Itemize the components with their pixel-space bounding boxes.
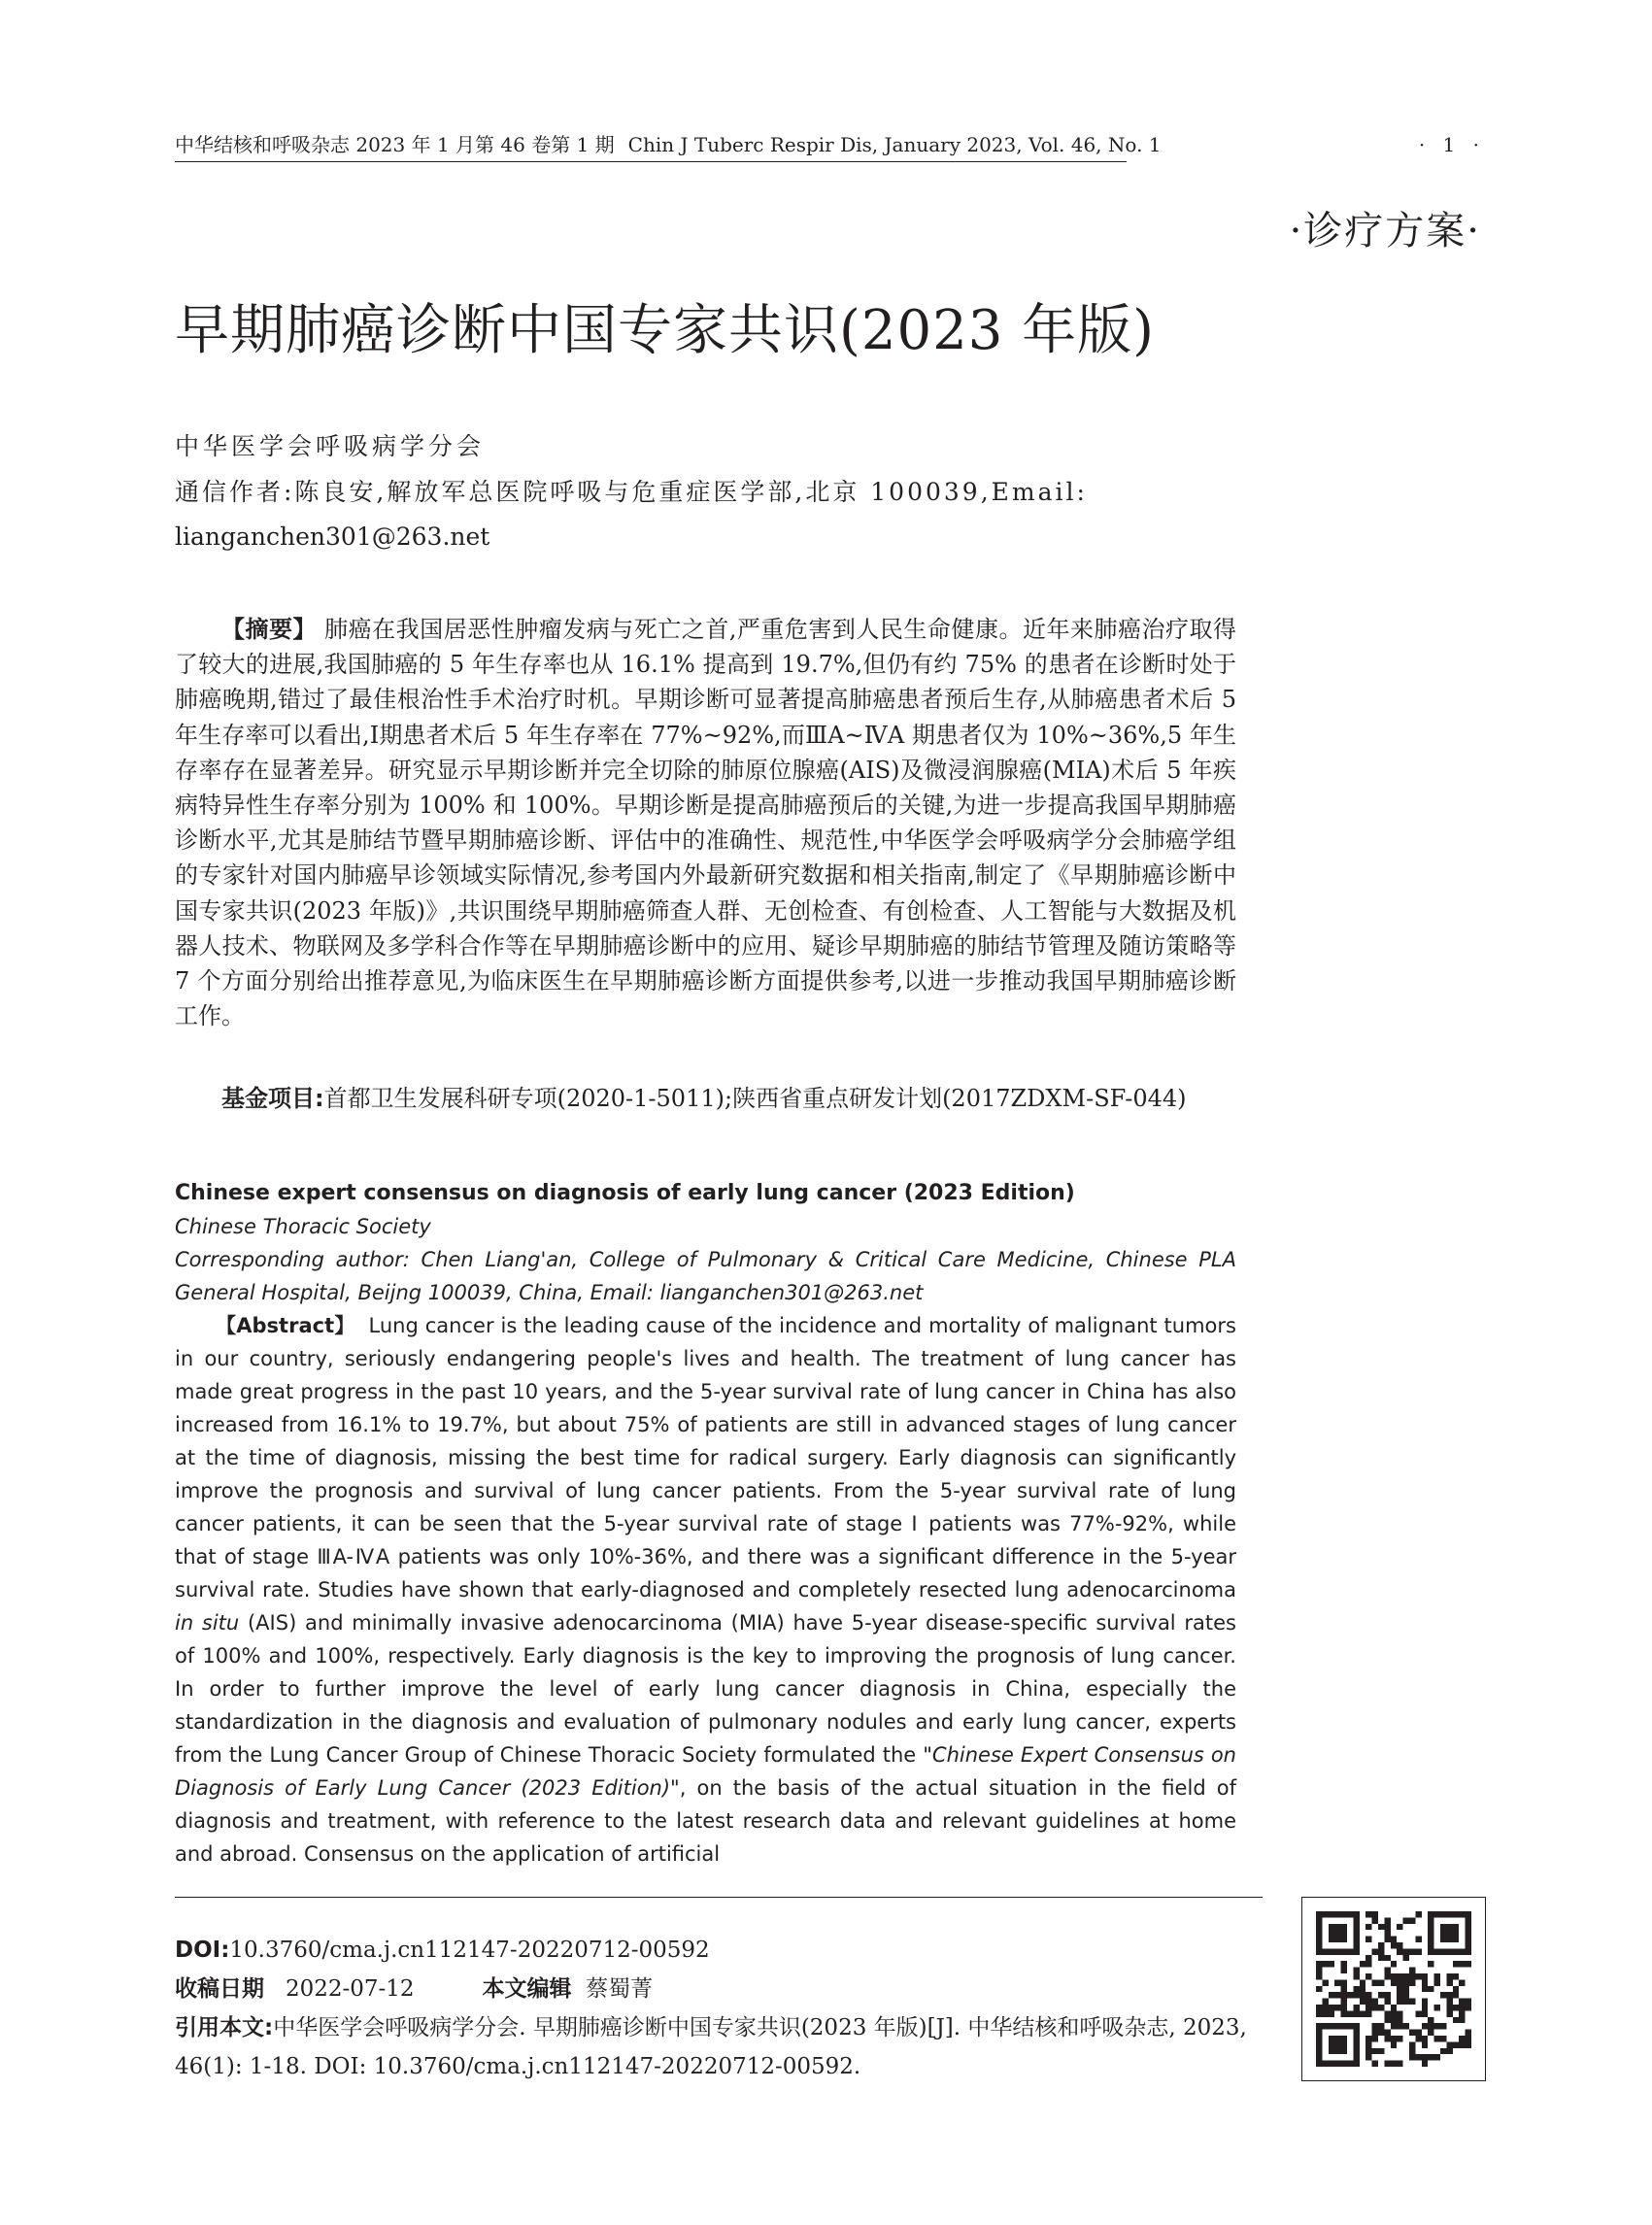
received-date: 2022-07-12 [285, 1976, 415, 2002]
footer [175, 1931, 1263, 2086]
running-header [175, 132, 1162, 162]
article-title: 早期肺癌诊断中国专家共识(2023 年版) [175, 299, 1156, 362]
english-title: Chinese expert consensus on diagnosis of early lung cancer (2023 Edition) [175, 1181, 1075, 1205]
corresponding-author [175, 470, 1233, 559]
doi-value: 10.3760/cma.j.cn112147-20220712-00592 [229, 1938, 710, 1963]
author-organization: 中华医学会呼吸病学分会 [175, 432, 486, 460]
editor-label: 本文编辑 [482, 1976, 572, 2002]
abstract-cn-label: 【摘要】 [221, 616, 318, 643]
english-abstract-part2: (AIS) and minimally invasive adenocarcinoma (MIA) have 5-year disease-specific survival rates of 100% and 100%, respectively. Early diagnosis is the key to improving the prognosis of lung cancer. In order to further improve the level of early lung cancer diagnosis in China, especially the standardization in the diagnosis and evaluation of pulmonary nodules and early lung cancer, experts from the Lung Cancer Group of Chinese Thoracic Society formulated the " [175, 1611, 1236, 1767]
funding-cn [175, 1081, 1236, 1116]
english-in-situ: in situ [175, 1611, 240, 1635]
qr-code-icon[interactable] [1301, 1897, 1486, 2081]
corresponding-author-text: 通信作者:陈良安,解放军总医院呼吸与危重症医学部,北京 100039,Email: [175, 478, 1088, 506]
received-line [175, 1970, 1263, 2008]
english-society: Chinese Thoracic Society [175, 1215, 431, 1238]
journal-name-cn: 中华结核和呼吸杂志 2023 年 1 月第 46 卷第 1 期 [175, 133, 615, 156]
author-block [175, 427, 1233, 559]
english-corresponding-author: Corresponding author: Chen Liang'an, College of Pulmonary & Critical Care Medicine, Chinese PLA General Hospital, Beijng 100039, China, Email: lianganchen301@263.net [175, 1248, 1236, 1304]
page-number: · 1 · [1418, 133, 1485, 156]
funding-label: 基金项目: [221, 1085, 324, 1112]
citation-line [175, 2008, 1263, 2086]
citation-label: 引用本文: [175, 2015, 274, 2040]
qr-code-graphic [1316, 1911, 1471, 2067]
english-abstract-part3: ", on the basis of the actual situation in the field of diagnosis and treatment, with reference to the latest research data and relevant guidelines at home and abroad. Consensus on the application of artificial [175, 1776, 1236, 1866]
section-label: ·诊疗方案· [1289, 209, 1481, 253]
footer-divider [175, 1897, 1263, 1898]
doi-label: DOI: [175, 1938, 230, 1963]
english-abstract [175, 1309, 1236, 1871]
english-consensus-title: Chinese Expert Consensus on Diagnosis of Early Lung Cancer (2023 Edition) [175, 1743, 1236, 1800]
english-abstract-part1: Lung cancer is the leading cause of the incidence and mortality of malignant tumors in our country, seriously endangering people's lives and health. The treatment of lung cancer has made great progress in the past 10 years, and the 5-year survival rate of lung cancer in China has also increased from 16.1% to 19.7%, but about 75% of patients are still in advanced stages of lung cancer at the time of diagnosis, missing the best time for radical surgery. Early diagnosis can significantly improve the prognosis and survival of lung cancer patients. From the 5-year survival rate of lung cancer patients, it can be seen that the 5-year survival rate of stage Ⅰ patients was 77%-92%, while that of stage ⅢA-ⅣA patients was only 10%-36%, and there was a significant difference in the 5-year survival rate. Studies have shown that early-diagnosed and completely resected lung adenocarcinoma [175, 1314, 1236, 1601]
citation-text: 中华医学会呼吸病学分会. 早期肺癌诊断中国专家共识(2023 年版)[J]. 中华结核和呼吸杂志, 2023, 46(1): 1-18. DOI: 10.3760/cma.j.cn112147-20220712-00592. [175, 2015, 1247, 2079]
abstract-cn [175, 612, 1236, 1033]
corresponding-email: lianganchen301@263.net [175, 523, 490, 551]
abstract-cn-text: 肺癌在我国居恶性肿瘤发病与死亡之首,严重危害到人民生命健康。近年来肺癌治疗取得了较大的进展,我国肺癌的 5 年生存率也从 16.1% 提高到 19.7%,但仍有约 75% 的患者在诊断时处于肺癌晚期,错过了最佳根治性手术治疗时机。早期诊断可显著提高肺癌患者预后生存,从肺癌患者术后 5 年生存率可以看出,Ⅰ期患者术后 5 年生存率在 77%~92%,而ⅢA~ⅣA 期患者仅为 10%~36%,5 年生存率存在显著差异。研究显示早期诊断并完全切除的肺原位腺癌(AIS)及微浸润腺癌(MIA)术后 5 年疾病特异性生存率分别为 100% 和 100%。早期诊断是提高肺癌预后的关键,为进一步提高我国早期肺癌诊断水平,尤其是肺结节暨早期肺癌诊断、评估中的准确性、规范性,中华医学会呼吸病学分会肺癌学组的专家针对国内肺癌早诊领域实际情况,参考国内外最新研究数据和相关指南,制定了《早期肺癌诊断中国专家共识(2023 年版)》,共识围绕早期肺癌筛查人群、无创检查、有创检查、人工智能与大数据及机器人技术、物联网及多学科合作等在早期肺癌诊断中的应用、疑诊早期肺癌的肺结节管理及随访策略等 7 个方面分别给出推荐意见,为临床医生在早期肺癌诊断方面提供参考,以进一步推动我国早期肺癌诊断工作。 [175, 616, 1236, 1030]
english-abstract-label: 【Abstract】 [216, 1314, 355, 1337]
journal-name-en: Chin J Tuberc Respir Dis, January 2023, Vol. 46, No. 1 [627, 133, 1162, 156]
editor-name: 蔡蜀菁 [586, 1976, 654, 2002]
funding-text: 首都卫生发展科研专项(2020-1-5011);陕西省重点研发计划(2017ZDXM-SF-044) [323, 1085, 1187, 1112]
received-label: 收稿日期 [175, 1976, 264, 2002]
doi-line [175, 1931, 1263, 1970]
english-abstract-block [175, 1177, 1236, 1871]
